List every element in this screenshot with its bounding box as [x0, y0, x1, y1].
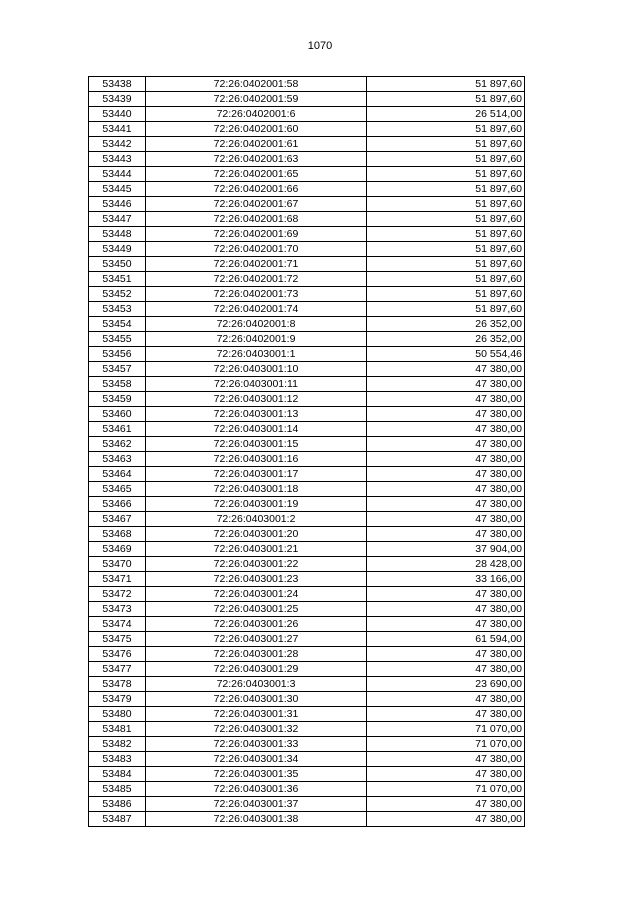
- cadastral-value-cell: 51 897,60: [367, 122, 525, 137]
- cadastral-value-cell: 51 897,60: [367, 197, 525, 212]
- table-row: [89, 182, 525, 197]
- cadastral-number-cell: 72:26:0403001:22: [146, 557, 367, 572]
- cadastral-value-cell: 28 428,00: [367, 557, 525, 572]
- cadastral-number-cell: 72:26:0402001:8: [146, 317, 367, 332]
- table-row: [89, 107, 525, 122]
- table-row: [89, 407, 525, 422]
- cadastral-value-cell: 47 380,00: [367, 647, 525, 662]
- cadastral-value-cell: 47 380,00: [367, 467, 525, 482]
- table-row: [89, 437, 525, 452]
- cadastral-number-cell: 72:26:0403001:1: [146, 347, 367, 362]
- table-row: [89, 137, 525, 152]
- table-row: [89, 632, 525, 647]
- cadastral-value-cell: 47 380,00: [367, 482, 525, 497]
- cadastral-number-cell: 72:26:0403001:21: [146, 542, 367, 557]
- cadastral-number-cell: 72:26:0403001:26: [146, 617, 367, 632]
- cadastral-number-cell: 72:26:0403001:30: [146, 692, 367, 707]
- cadastral-value-cell: 47 380,00: [367, 527, 525, 542]
- cadastral-number-cell: 72:26:0403001:16: [146, 452, 367, 467]
- cadastral-number-cell: 72:26:0402001:68: [146, 212, 367, 227]
- table-row: [89, 512, 525, 527]
- table-row: [89, 482, 525, 497]
- cadastral-value-cell: 51 897,60: [367, 272, 525, 287]
- table-row: [89, 752, 525, 767]
- row-number-cell: 53449: [89, 242, 146, 257]
- table-row: [89, 272, 525, 287]
- cadastral-number-cell: 72:26:0403001:11: [146, 377, 367, 392]
- row-number-cell: 53459: [89, 392, 146, 407]
- row-number-cell: 53445: [89, 182, 146, 197]
- cadastral-value-cell: 47 380,00: [367, 752, 525, 767]
- cadastral-value-cell: 26 352,00: [367, 317, 525, 332]
- row-number-cell: 53462: [89, 437, 146, 452]
- table-row: [89, 392, 525, 407]
- cadastral-value-cell: 50 554,46: [367, 347, 525, 362]
- cadastral-number-cell: 72:26:0403001:2: [146, 512, 367, 527]
- table-row: [89, 362, 525, 377]
- table-row: [89, 587, 525, 602]
- row-number-cell: 53448: [89, 227, 146, 242]
- cadastral-value-table: [88, 76, 525, 827]
- cadastral-value-cell: 51 897,60: [367, 242, 525, 257]
- row-number-cell: 53456: [89, 347, 146, 362]
- cadastral-number-cell: 72:26:0403001:17: [146, 467, 367, 482]
- table-row: [89, 92, 525, 107]
- row-number-cell: 53444: [89, 167, 146, 182]
- cadastral-number-cell: 72:26:0402001:60: [146, 122, 367, 137]
- table-row: [89, 797, 525, 812]
- row-number-cell: 53441: [89, 122, 146, 137]
- cadastral-value-cell: 61 594,00: [367, 632, 525, 647]
- cadastral-number-cell: 72:26:0403001:18: [146, 482, 367, 497]
- cadastral-number-cell: 72:26:0403001:23: [146, 572, 367, 587]
- row-number-cell: 53454: [89, 317, 146, 332]
- cadastral-value-cell: 47 380,00: [367, 422, 525, 437]
- cadastral-value-cell: 47 380,00: [367, 512, 525, 527]
- cadastral-value-cell: 47 380,00: [367, 377, 525, 392]
- cadastral-number-cell: 72:26:0403001:32: [146, 722, 367, 737]
- cadastral-value-cell: 51 897,60: [367, 137, 525, 152]
- cadastral-value-cell: 71 070,00: [367, 737, 525, 752]
- table-row: [89, 227, 525, 242]
- row-number-cell: 53480: [89, 707, 146, 722]
- table-row: [89, 692, 525, 707]
- cadastral-value-cell: 47 380,00: [367, 407, 525, 422]
- row-number-cell: 53478: [89, 677, 146, 692]
- table-row: [89, 707, 525, 722]
- table-row: [89, 557, 525, 572]
- row-number-cell: 53453: [89, 302, 146, 317]
- table-row: [89, 572, 525, 587]
- cadastral-number-cell: 72:26:0403001:35: [146, 767, 367, 782]
- row-number-cell: 53468: [89, 527, 146, 542]
- table-row: [89, 602, 525, 617]
- table-row: [89, 332, 525, 347]
- cadastral-value-cell: 51 897,60: [367, 77, 525, 92]
- cadastral-value-cell: 71 070,00: [367, 722, 525, 737]
- table-row: [89, 212, 525, 227]
- cadastral-value-cell: 47 380,00: [367, 452, 525, 467]
- cadastral-value-cell: 47 380,00: [367, 662, 525, 677]
- row-number-cell: 53467: [89, 512, 146, 527]
- cadastral-number-cell: 72:26:0402001:66: [146, 182, 367, 197]
- page-number: 1070: [307, 40, 333, 52]
- cadastral-number-cell: 72:26:0402001:70: [146, 242, 367, 257]
- row-number-cell: 53473: [89, 602, 146, 617]
- row-number-cell: 53472: [89, 587, 146, 602]
- cadastral-number-cell: 72:26:0402001:67: [146, 197, 367, 212]
- cadastral-value-cell: 47 380,00: [367, 497, 525, 512]
- row-number-cell: 53450: [89, 257, 146, 272]
- cadastral-number-cell: 72:26:0402001:6: [146, 107, 367, 122]
- cadastral-number-cell: 72:26:0403001:19: [146, 497, 367, 512]
- row-number-cell: 53487: [89, 812, 146, 827]
- table-row: [89, 197, 525, 212]
- table-row: [89, 497, 525, 512]
- row-number-cell: 53482: [89, 737, 146, 752]
- cadastral-number-cell: 72:26:0403001:15: [146, 437, 367, 452]
- cadastral-value-cell: 51 897,60: [367, 212, 525, 227]
- cadastral-number-cell: 72:26:0403001:13: [146, 407, 367, 422]
- cadastral-value-cell: 47 380,00: [367, 707, 525, 722]
- cadastral-number-cell: 72:26:0403001:27: [146, 632, 367, 647]
- table-row: [89, 347, 525, 362]
- cadastral-number-cell: 72:26:0402001:63: [146, 152, 367, 167]
- cadastral-value-cell: 47 380,00: [367, 392, 525, 407]
- row-number-cell: 53443: [89, 152, 146, 167]
- cadastral-number-cell: 72:26:0403001:3: [146, 677, 367, 692]
- cadastral-number-cell: 72:26:0402001:9: [146, 332, 367, 347]
- cadastral-value-cell: 33 166,00: [367, 572, 525, 587]
- cadastral-number-cell: 72:26:0403001:10: [146, 362, 367, 377]
- cadastral-value-cell: 71 070,00: [367, 782, 525, 797]
- cadastral-value-cell: 37 904,00: [367, 542, 525, 557]
- row-number-cell: 53447: [89, 212, 146, 227]
- row-number-cell: 53440: [89, 107, 146, 122]
- cadastral-number-cell: 72:26:0402001:73: [146, 287, 367, 302]
- cadastral-value-cell: 26 514,00: [367, 107, 525, 122]
- row-number-cell: 53475: [89, 632, 146, 647]
- cadastral-number-cell: 72:26:0402001:69: [146, 227, 367, 242]
- row-number-cell: 53466: [89, 497, 146, 512]
- table-row: [89, 782, 525, 797]
- table-row: [89, 527, 525, 542]
- table-row: [89, 302, 525, 317]
- table-row: [89, 152, 525, 167]
- row-number-cell: 53470: [89, 557, 146, 572]
- cadastral-number-cell: 72:26:0403001:38: [146, 812, 367, 827]
- cadastral-value-cell: 51 897,60: [367, 182, 525, 197]
- cadastral-value-cell: 47 380,00: [367, 437, 525, 452]
- row-number-cell: 53442: [89, 137, 146, 152]
- cadastral-value-cell: 47 380,00: [367, 812, 525, 827]
- cadastral-number-cell: 72:26:0403001:28: [146, 647, 367, 662]
- row-number-cell: 53439: [89, 92, 146, 107]
- table-row: [89, 452, 525, 467]
- row-number-cell: 53455: [89, 332, 146, 347]
- cadastral-value-cell: 51 897,60: [367, 92, 525, 107]
- row-number-cell: 53461: [89, 422, 146, 437]
- table-row: [89, 647, 525, 662]
- cadastral-number-cell: 72:26:0402001:59: [146, 92, 367, 107]
- table-row: [89, 542, 525, 557]
- cadastral-number-cell: 72:26:0402001:74: [146, 302, 367, 317]
- cadastral-value-cell: 47 380,00: [367, 602, 525, 617]
- table-row: [89, 767, 525, 782]
- row-number-cell: 53469: [89, 542, 146, 557]
- table-row: [89, 422, 525, 437]
- cadastral-value-cell: 47 380,00: [367, 587, 525, 602]
- cadastral-value-cell: 47 380,00: [367, 617, 525, 632]
- cadastral-number-cell: 72:26:0403001:36: [146, 782, 367, 797]
- cadastral-number-cell: 72:26:0402001:65: [146, 167, 367, 182]
- table-row: [89, 662, 525, 677]
- row-number-cell: 53486: [89, 797, 146, 812]
- table-row: [89, 467, 525, 482]
- table-row: [89, 317, 525, 332]
- row-number-cell: 53446: [89, 197, 146, 212]
- table-row: [89, 377, 525, 392]
- cadastral-value-cell: 26 352,00: [367, 332, 525, 347]
- cadastral-number-cell: 72:26:0403001:20: [146, 527, 367, 542]
- table-row: [89, 287, 525, 302]
- table-row: [89, 242, 525, 257]
- cadastral-number-cell: 72:26:0402001:61: [146, 137, 367, 152]
- row-number-cell: 53476: [89, 647, 146, 662]
- row-number-cell: 53479: [89, 692, 146, 707]
- row-number-cell: 53474: [89, 617, 146, 632]
- cadastral-number-cell: 72:26:0403001:34: [146, 752, 367, 767]
- cadastral-number-cell: 72:26:0402001:71: [146, 257, 367, 272]
- table-row: [89, 122, 525, 137]
- cadastral-value-cell: 47 380,00: [367, 797, 525, 812]
- cadastral-value-cell: 23 690,00: [367, 677, 525, 692]
- cadastral-value-cell: 51 897,60: [367, 257, 525, 272]
- cadastral-number-cell: 72:26:0403001:37: [146, 797, 367, 812]
- row-number-cell: 53457: [89, 362, 146, 377]
- cadastral-value-cell: 47 380,00: [367, 767, 525, 782]
- cadastral-value-cell: 51 897,60: [367, 167, 525, 182]
- cadastral-number-cell: 72:26:0402001:58: [146, 77, 367, 92]
- cadastral-value-cell: 51 897,60: [367, 152, 525, 167]
- table-row: [89, 77, 525, 92]
- row-number-cell: 53451: [89, 272, 146, 287]
- cadastral-value-cell: 51 897,60: [367, 227, 525, 242]
- row-number-cell: 53481: [89, 722, 146, 737]
- table-row: [89, 812, 525, 827]
- cadastral-number-cell: 72:26:0403001:31: [146, 707, 367, 722]
- row-number-cell: 53460: [89, 407, 146, 422]
- cadastral-number-cell: 72:26:0403001:25: [146, 602, 367, 617]
- cadastral-value-cell: 47 380,00: [367, 362, 525, 377]
- row-number-cell: 53465: [89, 482, 146, 497]
- row-number-cell: 53477: [89, 662, 146, 677]
- table-row: [89, 257, 525, 272]
- row-number-cell: 53471: [89, 572, 146, 587]
- row-number-cell: 53464: [89, 467, 146, 482]
- row-number-cell: 53463: [89, 452, 146, 467]
- cadastral-number-cell: 72:26:0403001:12: [146, 392, 367, 407]
- cadastral-number-cell: 72:26:0402001:72: [146, 272, 367, 287]
- row-number-cell: 53484: [89, 767, 146, 782]
- table-row: [89, 617, 525, 632]
- cadastral-value-cell: 51 897,60: [367, 302, 525, 317]
- row-number-cell: 53483: [89, 752, 146, 767]
- table-row: [89, 167, 525, 182]
- cadastral-number-cell: 72:26:0403001:33: [146, 737, 367, 752]
- cadastral-value-cell: 51 897,60: [367, 287, 525, 302]
- table-row: [89, 722, 525, 737]
- table-row: [89, 737, 525, 752]
- row-number-cell: 53485: [89, 782, 146, 797]
- row-number-cell: 53452: [89, 287, 146, 302]
- cadastral-number-cell: 72:26:0403001:24: [146, 587, 367, 602]
- row-number-cell: 53438: [89, 77, 146, 92]
- table-body: [89, 77, 525, 827]
- cadastral-number-cell: 72:26:0403001:14: [146, 422, 367, 437]
- table-row: [89, 677, 525, 692]
- cadastral-number-cell: 72:26:0403001:29: [146, 662, 367, 677]
- cadastral-value-cell: 47 380,00: [367, 692, 525, 707]
- row-number-cell: 53458: [89, 377, 146, 392]
